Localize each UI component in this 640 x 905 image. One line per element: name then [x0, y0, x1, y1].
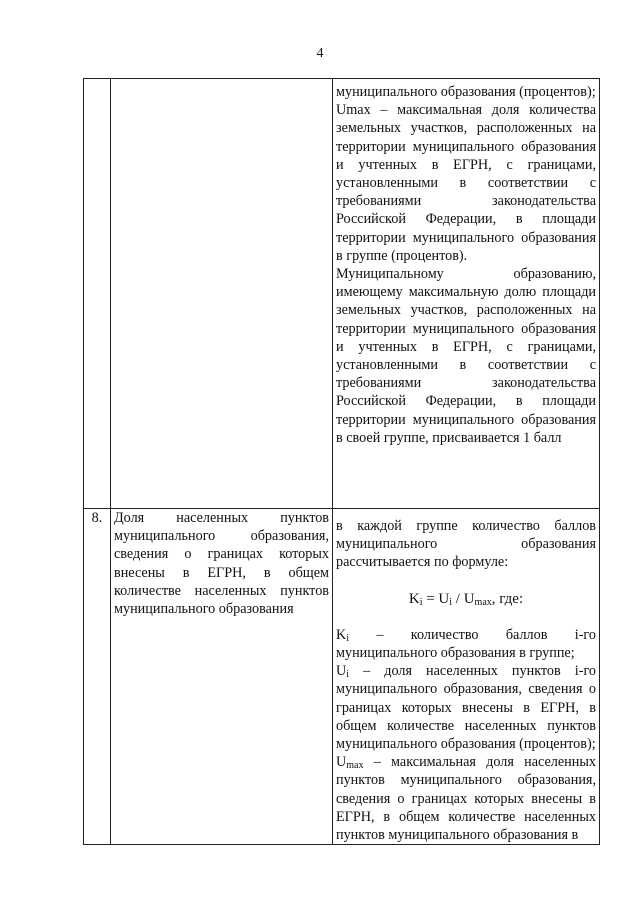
criteria-table [83, 78, 600, 845]
criterion-description [333, 509, 600, 845]
criterion-description [333, 79, 600, 509]
description-paragraph: Umax – максимальная доля количества земельных участков, расположенных на территории муниципального образования и учтенных в ЕГРН, с границами, установленными в соответствии с требованиями законодательства Российской Федерации, в площади территории муниципального образования в группе (процентов). [336, 102, 596, 264]
row-number: 8. [84, 509, 111, 845]
table-row [84, 509, 600, 845]
page-number: 4 [316, 46, 324, 61]
criterion-name [111, 79, 333, 509]
formula-intro: в каждой группе количество баллов муниципального образования рассчитывается по формуле: [336, 518, 596, 571]
definition-ki: $K_i$ – количество баллов i-го муниципального образования в группе; [336, 626, 596, 662]
definition-ui: $U_i$ – доля населенных пунктов i-го муниципального образования, сведения о границах которых внесены в ЕГРН, в общем количестве населенных пунктов муниципального образования (процентов); [336, 663, 596, 753]
description-paragraph: Муниципальному образованию, имеющему максимальную долю площади земельных участков, расположенных на территории муниципального образования и учтенных в ЕГРН, с границами, установленными в соответствии с требованиями законодательства Российской Федерации, в площади территории муниципального образования в своей группе, присваивается 1 балл [336, 266, 596, 446]
formula: $K_i = U_i / U_{max}$, где: [408, 590, 524, 608]
definition-umax: $U_{max}$ – максимальная доля населенных пунктов муниципального образования, сведения о границах которых внесены в ЕГРН, в общем количестве населенных пунктов муниципального образования в [336, 754, 596, 844]
criterion-name: Доля населенных пунктов муниципального образования, сведения о границах которых внесены в ЕГРН, в общем количестве населенных пунктов муниципального образования [111, 509, 333, 845]
description-paragraph: муниципального образования (процентов); [336, 84, 596, 100]
row-number [84, 79, 111, 509]
table-row [84, 79, 600, 509]
